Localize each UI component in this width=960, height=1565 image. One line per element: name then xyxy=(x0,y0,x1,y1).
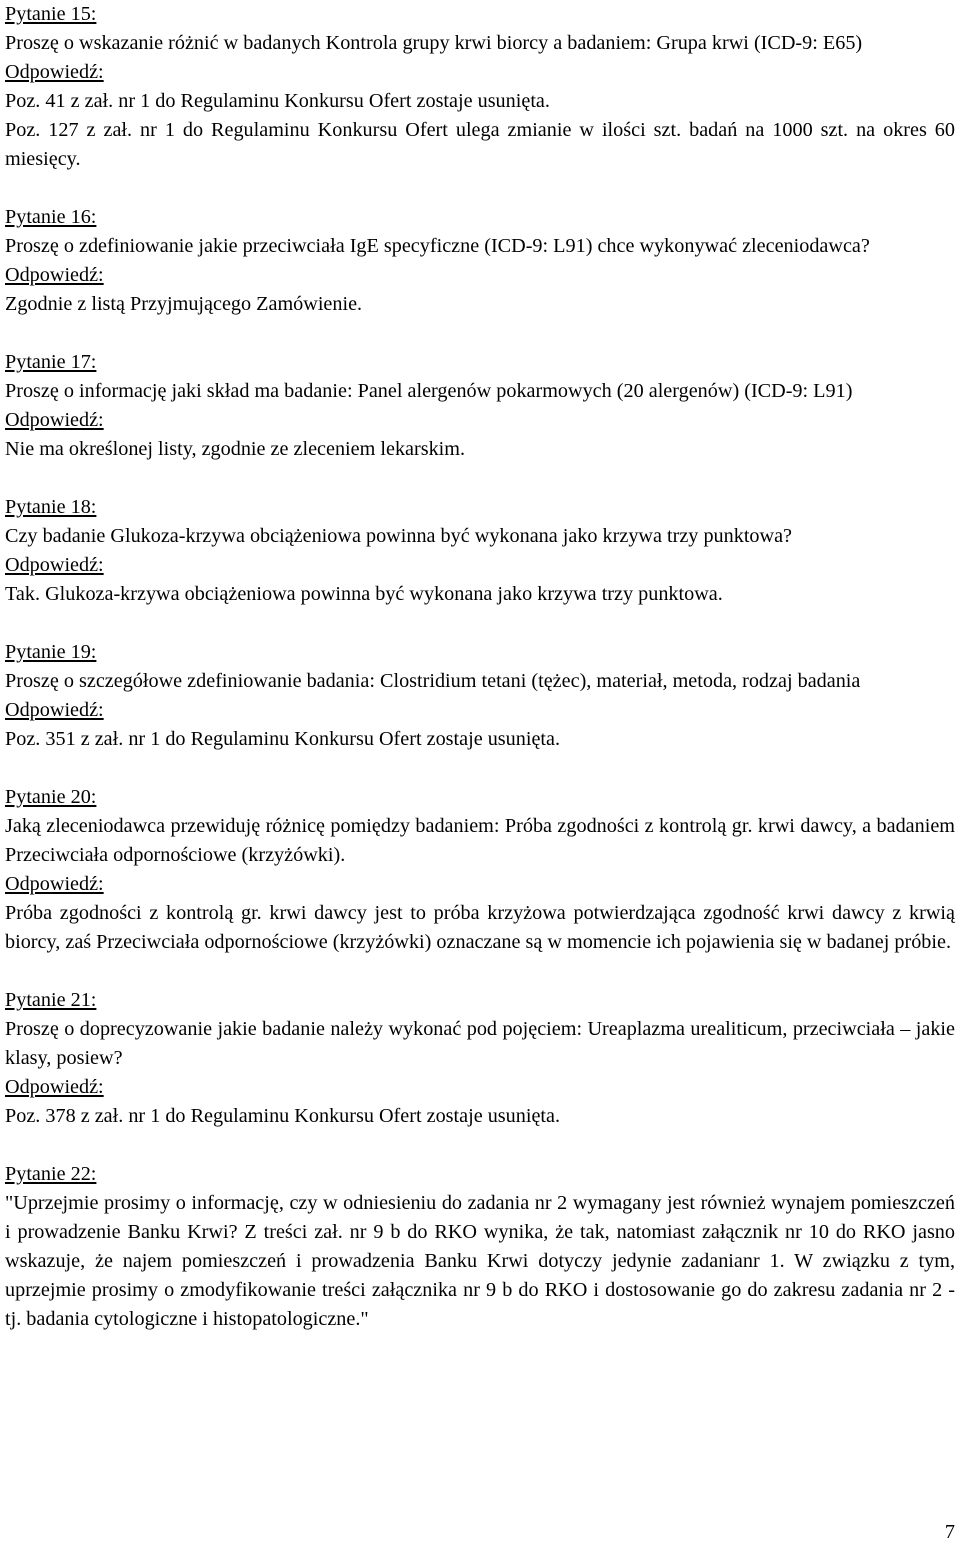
page-number: 7 xyxy=(944,1521,955,1543)
answer-label: Odpowiedź: xyxy=(5,409,104,431)
question-block-18 xyxy=(5,493,955,609)
answer-label: Odpowiedź: xyxy=(5,1076,104,1098)
question-block-16 xyxy=(5,203,955,319)
answer-text: Poz. 127 z zał. nr 1 do Regulaminu Konkursu Ofert ulega zmianie w ilości szt. badań na 1000 szt. na okres 60 miesięcy. xyxy=(5,119,960,170)
question-text: Proszę o wskazanie różnić w badanych Kontrola grupy krwi biorcy a badaniem: Grupa krwi (ICD-9: E65) xyxy=(5,32,863,54)
question-heading: Pytanie 22: xyxy=(5,1163,97,1185)
answer-text: Poz. 41 z zał. nr 1 do Regulaminu Konkursu Ofert zostaje usunięta. xyxy=(5,90,550,112)
question-heading: Pytanie 18: xyxy=(5,496,97,518)
question-text: Proszę o informację jaki skład ma badanie: Panel alergenów pokarmowych (20 alergenów) (ICD-9: L91) xyxy=(5,380,853,402)
question-text: "Uprzejmie prosimy o informację, czy w odniesieniu do zadania nr 2 wymagany jest również wynajem pomieszczeń i prowadzenie Banku Krwi? Z treści zał. nr 9 b do RKO wynika, że tak, natomiast załącznik nr 10 do RKO jasno wskazuje, że najem pomieszczeń i prowadzenia Banku Krwi dotyczy jedynie zadanianr 1. W związku z tym, uprzejmie prosimy o zmodyfikowanie treści załącznika nr 9 b do RKO i dostosowanie go do zakresu zadania nr 2 - tj. badania cytologiczne i histopatologiczne." xyxy=(5,1192,960,1330)
question-text: Jaką zleceniodawca przewiduję różnicę pomiędzy badaniem: Próba zgodności z kontrolą gr. krwi dawcy, a badaniem Przeciwciała odpornościowe (krzyżówki). xyxy=(5,815,960,866)
question-block-22 xyxy=(5,1160,960,1334)
question-heading: Pytanie 20: xyxy=(5,786,97,808)
question-text: Proszę o doprecyzowanie jakie badanie należy wykonać pod pojęciem: Ureaplazma urealiticum, przeciwciała – jakie klasy, posiew? xyxy=(5,1018,960,1069)
answer-text: Zgodnie z listą Przyjmującego Zamówienie. xyxy=(5,293,363,315)
question-block-15 xyxy=(5,0,960,174)
question-heading: Pytanie 17: xyxy=(5,351,97,373)
answer-text: Nie ma określonej listy, zgodnie ze zleceniem lekarskim. xyxy=(5,438,466,460)
answer-text: Próba zgodności z kontrolą gr. krwi dawcy jest to próba krzyżowa potwierdzająca zgodność krwi dawcy z krwią biorcy, zaś Przeciwciała odpornościowe (krzyżówki) oznaczane są w momencie ich pojawienia się w badanej próbie. xyxy=(5,902,960,953)
question-block-21 xyxy=(5,986,960,1131)
question-heading: Pytanie 19: xyxy=(5,641,97,663)
question-heading: Pytanie 15: xyxy=(5,3,97,25)
question-text: Czy badanie Glukoza-krzywa obciążeniowa powinna być wykonana jako krzywa trzy punktowa? xyxy=(5,525,793,547)
answer-label: Odpowiedź: xyxy=(5,699,104,721)
question-block-19 xyxy=(5,638,955,754)
question-text: Proszę o zdefiniowanie jakie przeciwciała IgE specyficzne (ICD-9: L91) chce wykonywać zleceniodawca? xyxy=(5,235,870,257)
answer-text: Tak. Glukoza-krzywa obciążeniowa powinna być wykonana jako krzywa trzy punktowa. xyxy=(5,583,723,605)
answer-label: Odpowiedź: xyxy=(5,873,104,895)
question-block-17 xyxy=(5,348,955,464)
question-block-20 xyxy=(5,783,960,957)
document-page xyxy=(5,0,960,1363)
answer-text: Poz. 351 z zał. nr 1 do Regulaminu Konkursu Ofert zostaje usunięta. xyxy=(5,728,561,750)
answer-text: Poz. 378 z zał. nr 1 do Regulaminu Konkursu Ofert zostaje usunięta. xyxy=(5,1105,561,1127)
question-heading: Pytanie 21: xyxy=(5,989,97,1011)
answer-label: Odpowiedź: xyxy=(5,61,104,83)
answer-label: Odpowiedź: xyxy=(5,264,104,286)
question-heading: Pytanie 16: xyxy=(5,206,97,228)
question-text: Proszę o szczegółowe zdefiniowanie badania: Clostridium tetani (tężec), materiał, metoda, rodzaj badania xyxy=(5,670,861,692)
answer-label: Odpowiedź: xyxy=(5,554,104,576)
